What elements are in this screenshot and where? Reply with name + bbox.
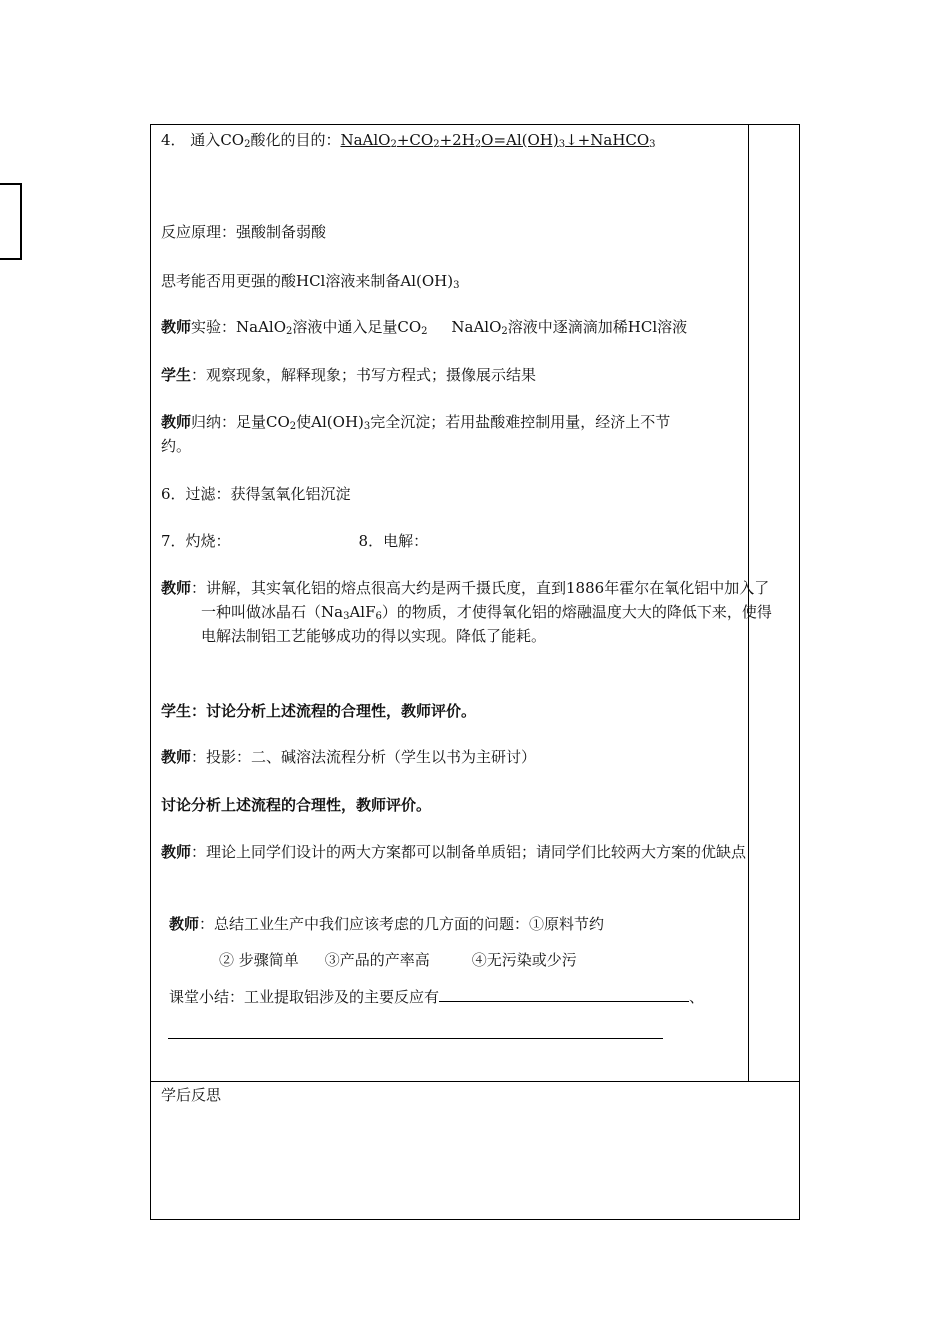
step-4-acidify: 4． 通入$CO_2$酸化的目的：$NaAlO_2+CO_2+2H_2O=Al(OH)_3↓+NaHCO_3$ bbox=[161, 131, 656, 150]
reaction-equation: $NaAlO_2+CO_2+2H_2O=Al(OH)_3↓+NaHCO_3$ bbox=[340, 131, 656, 150]
consideration-points: ② 步骤简单 ③产品的产率高 ④无污染或少污 bbox=[219, 951, 577, 969]
teacher-projection: 教师：投影：二、碱溶法流程分析（学生以书为主研讨） bbox=[161, 748, 537, 766]
reflection-label: 学后反思 bbox=[161, 1086, 222, 1104]
think-question: 思考能否用更强的酸HCl溶液来制备$Al(OH)_3$ bbox=[161, 272, 460, 291]
teacher-conclusion: 教师：总结工业生产中我们应该考虑的几方面的问题：①原料节约 bbox=[169, 915, 605, 933]
step-7-8: 7．灼烧： 8．电解： bbox=[161, 532, 429, 550]
teacher-explanation: 教师：讲解，其实氧化铝的熔点很高大约是两千摄氏度，直到1886年霍尔在氧化铝中加入了一种叫做冰晶石$(Na_3AlF_6)$的物质，才使得氧化铝的熔融温度大大的降低下来，使得电解法制铝工艺能够成功的得以实现。降低了能耗。 bbox=[161, 579, 772, 645]
row-divider bbox=[151, 1081, 799, 1082]
teacher-compare: 教师：理论上同学们设计的两大方案都可以制备单质铝；请同学们比较两大方案的优缺点 bbox=[161, 843, 747, 861]
teacher-experiment: 教师实验：NaAlO$_2$溶液中通入足量$CO_2$ NaAlO$_2$溶液中逐滴滴加稀HCl溶液 bbox=[161, 318, 688, 337]
summary-blank-line bbox=[168, 1038, 663, 1039]
summary-blank bbox=[439, 985, 689, 1002]
class-summary: 课堂小结：工业提取铝涉及的主要反应有 、 bbox=[169, 985, 747, 1009]
step-6-filter: 6．过滤：获得氢氧化铝沉淀 bbox=[161, 485, 351, 503]
student-discussion: 学生：讨论分析上述流程的合理性，教师评价。 bbox=[161, 702, 477, 720]
student-observe: 学生：观察现象，解释现象；书写方程式；摄像展示结果 bbox=[161, 366, 537, 384]
teacher-summary: 教师归纳：足量$CO_2$使$Al(OH)_3$完全沉淀；若用盐酸难控制用量，经济上不节 约。 bbox=[161, 413, 671, 455]
reaction-principle: 反应原理：强酸制备弱酸 bbox=[161, 223, 327, 241]
discussion-evaluation: 讨论分析上述流程的合理性，教师评价。 bbox=[161, 796, 432, 814]
lesson-table bbox=[150, 124, 800, 1220]
margin-bracket bbox=[0, 183, 22, 260]
